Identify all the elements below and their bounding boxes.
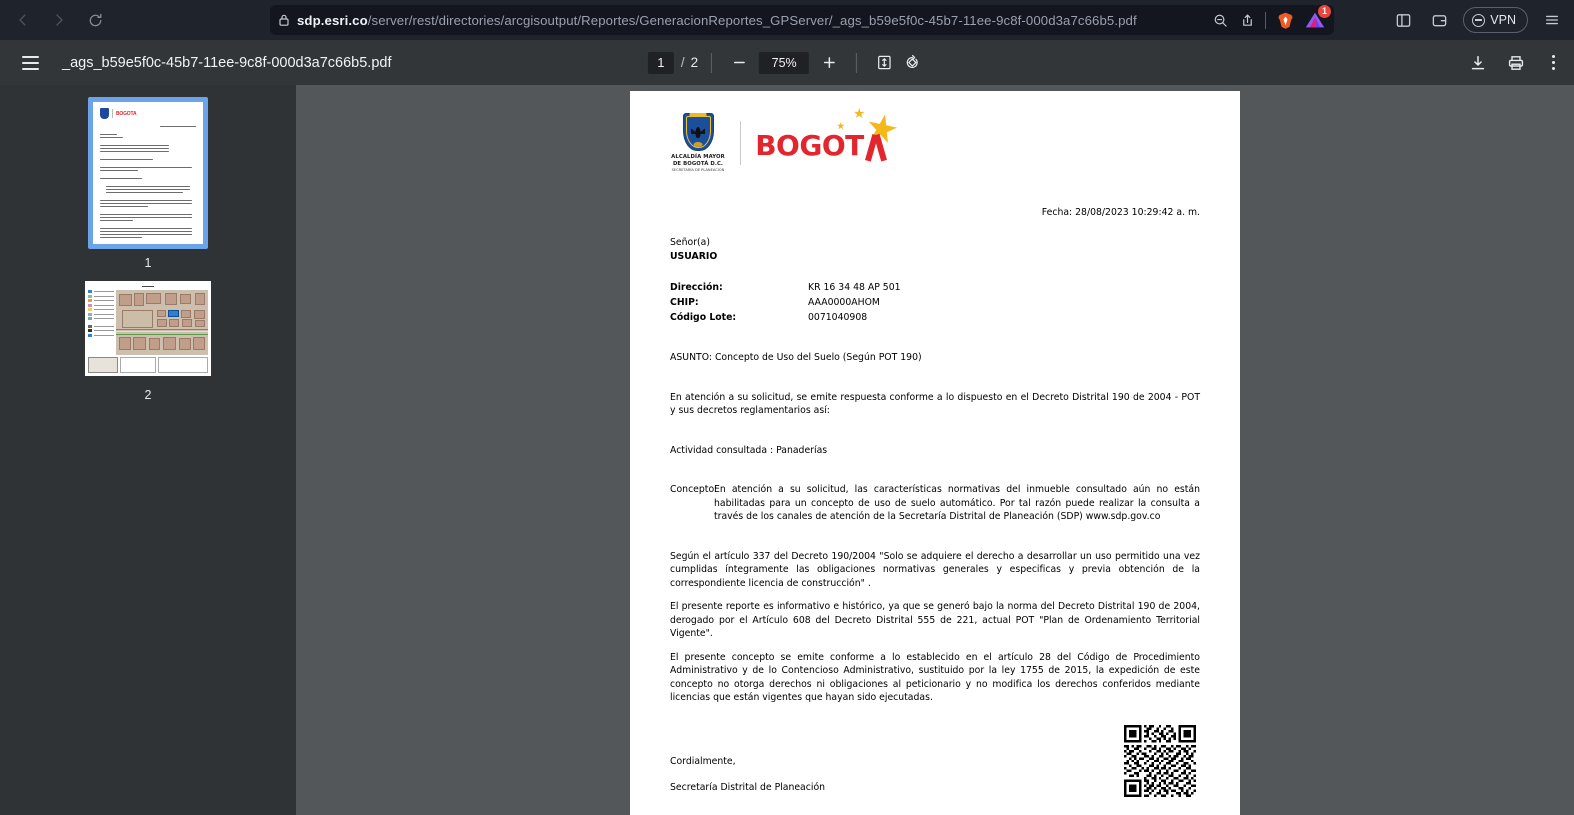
signature-line: Secretaría Distrital de Planeación [670, 781, 826, 793]
mini-divider [112, 109, 113, 118]
paragraph-articulo-337: Según el artículo 337 del Decreto 190/2004 "Solo se adquiere el derecho a desarrollar un uso permitido una vez cumplidas íntegramente las obligaciones normativas generales y especificas y previa obtención de la correspondiente licencia de construcción" . [670, 550, 1200, 589]
paragraph-reporte-informativo: El presente reporte es informativo e histórico, ya que se generó bajo la norma del Decreto Distrital 190 de 2004, derogado por el Artículo 608 del Decreto Distrital 555 de 221, actual POT "Plan de Ordenamiento Territorial Vigente". [670, 601, 1200, 639]
thumbnail-page-1 [93, 102, 203, 244]
bogota-a-glyph [863, 133, 887, 160]
mini-map-footer [88, 357, 208, 373]
qr-code-icon [1124, 725, 1196, 797]
pomegranate-icon [694, 142, 703, 147]
navigation-buttons [0, 5, 112, 35]
vpn-label: VPN [1490, 13, 1516, 27]
bogota-wordmark [755, 126, 887, 160]
paragraph-articulo-28: El presente concepto se emite conforme a lo establecido en el artículo 28 del Código de Procedimiento Administrativo y de lo Contencioso Administrativo, sustituido por la ley 1755 de 2015, la expedición de este concepto no otorga derechos ni obligaciones al peticionario y no modifica los derechos conferidos mediante licencias que están vigentes que hayan sido ejecutadas. [670, 651, 1200, 703]
field-row-chip [670, 295, 1200, 310]
field-row-direccion [670, 280, 1200, 295]
thumbnail-page-2 [85, 281, 211, 376]
thumbnail-frame [88, 97, 208, 249]
pdf-viewer-body [0, 85, 1574, 815]
mini-map-legend [88, 290, 114, 355]
recipient-name: USUARIO [670, 251, 718, 262]
page-separator: / [680, 55, 685, 70]
thumbnail-label: 2 [144, 388, 152, 402]
browser-toolbar [0, 0, 1574, 40]
document-intro-paragraph: En atención a su solicitud, se emite respuesta conforme a lo dispuesto en el Decreto Distrital 190 de 2004 - POT y sus decretos reglamentarios así: [670, 391, 1200, 416]
mini-map-canvas [116, 290, 208, 355]
document-date: Fecha: 28/08/2023 10:29:42 a. m. [1041, 207, 1200, 218]
vpn-button[interactable] [1463, 7, 1528, 33]
concepto-block [670, 483, 1200, 524]
divider [1265, 12, 1266, 29]
back-button[interactable] [6, 5, 40, 35]
download-icon[interactable] [1464, 49, 1492, 77]
thumbnail-frame [80, 276, 216, 381]
omnibox-icons [1211, 6, 1327, 31]
share-icon[interactable] [1238, 11, 1256, 29]
address-bar[interactable] [270, 5, 1334, 35]
divider [711, 53, 712, 73]
mini-logo [100, 108, 196, 119]
total-pages: 2 [690, 55, 699, 70]
thumbnail-item-1[interactable] [0, 97, 296, 270]
bogota-text: BOGOT [755, 129, 864, 162]
fit-to-page-icon[interactable] [870, 49, 898, 77]
zoom-in-button[interactable] [815, 49, 843, 77]
pdf-page-1 [630, 91, 1240, 815]
rotate-icon[interactable] [898, 49, 926, 77]
star-small-1-icon [854, 108, 865, 119]
field-value: AAA0000AHOM [808, 297, 880, 308]
zoom-out-icon[interactable] [1211, 11, 1229, 29]
print-icon[interactable] [1502, 49, 1530, 77]
shield-subcaption: SECRETARÍA DE PLANEACIÓN [671, 168, 725, 173]
browser-right-controls [1387, 0, 1574, 40]
reload-button[interactable] [78, 5, 112, 35]
mini-map-title: ▬▬▬▬ [142, 284, 154, 288]
salutation: Señor(a) [670, 237, 710, 248]
property-fields [670, 280, 1200, 325]
forward-button[interactable] [42, 5, 76, 35]
sidebar-panel-icon[interactable] [1387, 5, 1419, 35]
mini-map-page [85, 281, 211, 376]
field-value: 0071040908 [808, 312, 868, 323]
document-outline-icon[interactable] [12, 45, 48, 81]
extension-badge: 1 [1318, 5, 1331, 18]
activity-consulted: Actividad consultada : Panaderías [670, 444, 828, 456]
concepto-text: En atención a su solicitud, las características normativas del inmueble consultado aún no están habilitadas para un concepto de uso de suelo automático. Por tal razón puede realizar la consulta a través de los canales de atención de la Secretaría Distrital de Planeación (SDP) www.sdp.gov.co [714, 484, 1200, 522]
page-number-input[interactable] [648, 52, 674, 74]
pdf-file-name: _ags_b59e5f0c-45b7-11ee-9c8f-000d3a7c66b5.pdf [62, 54, 392, 71]
field-key: Código Lote: [670, 312, 737, 323]
field-key: CHIP: [670, 297, 699, 308]
shield-caption: ALCALDÍA MAYOR DE BOGOTÁ D.C. [671, 153, 725, 167]
zoom-level[interactable]: 75% [759, 52, 809, 74]
more-options-icon[interactable] [1540, 49, 1566, 77]
mini-map-notes [158, 357, 208, 373]
pdf-page-controls [648, 40, 926, 85]
field-value: KR 16 34 48 AP 501 [808, 282, 901, 293]
eagle-icon [691, 124, 705, 139]
crown-icon [690, 113, 707, 117]
pdf-viewer-toolbar [0, 40, 1574, 85]
thumbnail-sidebar[interactable] [0, 85, 296, 815]
field-row-codigo-lote [670, 310, 1200, 325]
document-logo [670, 113, 1200, 173]
url-host: sdp.esri.co [297, 12, 368, 28]
thumbnail-item-2[interactable] [0, 276, 296, 402]
extension-icon[interactable] [1304, 6, 1327, 31]
mini-map-inset [88, 357, 118, 373]
mini-shield-icon [100, 108, 109, 119]
mini-page-content [93, 102, 203, 244]
hamburger-menu-icon[interactable] [1536, 5, 1568, 35]
closing-line: Cordialmente, [670, 755, 736, 767]
lock-icon [278, 13, 290, 27]
vpn-status-icon [1472, 14, 1485, 27]
mini-wordmark: BOGOTA [116, 110, 137, 117]
thumbnail-label: 1 [144, 256, 152, 270]
pdf-right-controls [1464, 40, 1566, 85]
divider [856, 53, 857, 73]
zoom-out-button[interactable] [725, 49, 753, 77]
mini-map-body [88, 290, 208, 355]
url-path: /server/rest/directories/arcgisoutput/Reportes/GeneracionReportes_GPServer/_ags_b59e5f0c-45b7-11ee-9c8f-000d3a7c66b5.pdf [367, 12, 1137, 28]
wallet-icon[interactable] [1423, 5, 1455, 35]
url-text [297, 13, 1204, 28]
document-scroll-area[interactable] [296, 85, 1574, 815]
brave-lion-icon[interactable] [1275, 10, 1295, 30]
logo-divider [740, 121, 741, 165]
alcaldia-shield-logo [670, 113, 726, 173]
concepto-label: Concepto: [670, 484, 718, 495]
field-key: Dirección: [670, 282, 723, 293]
document-subject: ASUNTO: Concepto de Uso del Suelo (Según POT 190) [670, 352, 922, 363]
mini-map-scalebar [120, 357, 156, 373]
shield-icon [683, 113, 714, 151]
